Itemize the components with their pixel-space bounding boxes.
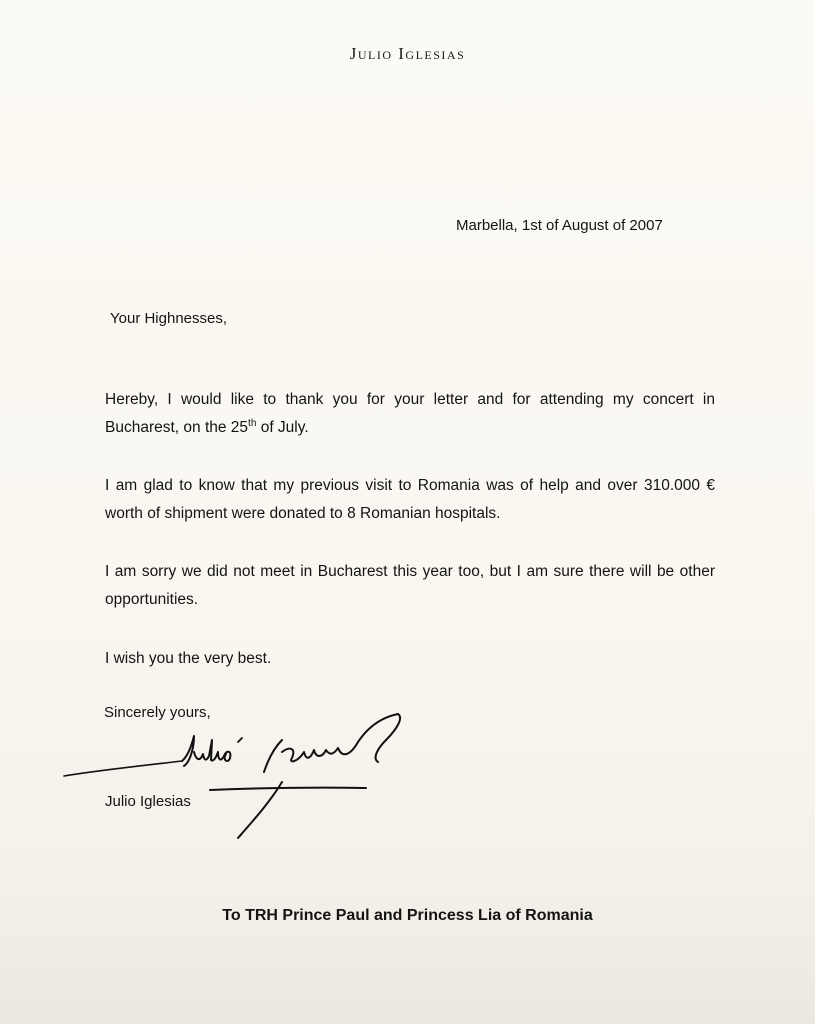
paragraph-wishes: I wish you the very best. — [105, 650, 272, 667]
closing: Sincerely yours, — [104, 704, 211, 721]
signer-name: Julio Iglesias — [105, 793, 191, 810]
recipient-line: To TRH Prince Paul and Princess Lia of Romania — [222, 907, 593, 924]
paragraph-thanks — [105, 386, 715, 442]
ordinal-suffix: th — [248, 417, 257, 429]
paragraph-meeting: I am sorry we did not meet in Bucharest this year too, but I am sure there will be other opportunities. — [105, 563, 715, 608]
paragraph-donation: I am glad to know that my previous visit to Romania was of help and over 310.000 € worth of shipment were donated to 8 Romanian hospitals. — [105, 477, 715, 522]
paragraph-thanks-end: of July. — [256, 419, 309, 436]
salutation: Your Highnesses, — [110, 310, 228, 327]
paragraph-thanks-text: Hereby, I would like to thank you for your letter and for attending my concert in Bucharest, on the 25 — [105, 391, 715, 436]
handwritten-signature — [60, 712, 420, 847]
place-date: Marbella, 1st of August of 2007 — [456, 217, 663, 234]
letterhead-name: Julio Iglesias — [349, 44, 466, 63]
